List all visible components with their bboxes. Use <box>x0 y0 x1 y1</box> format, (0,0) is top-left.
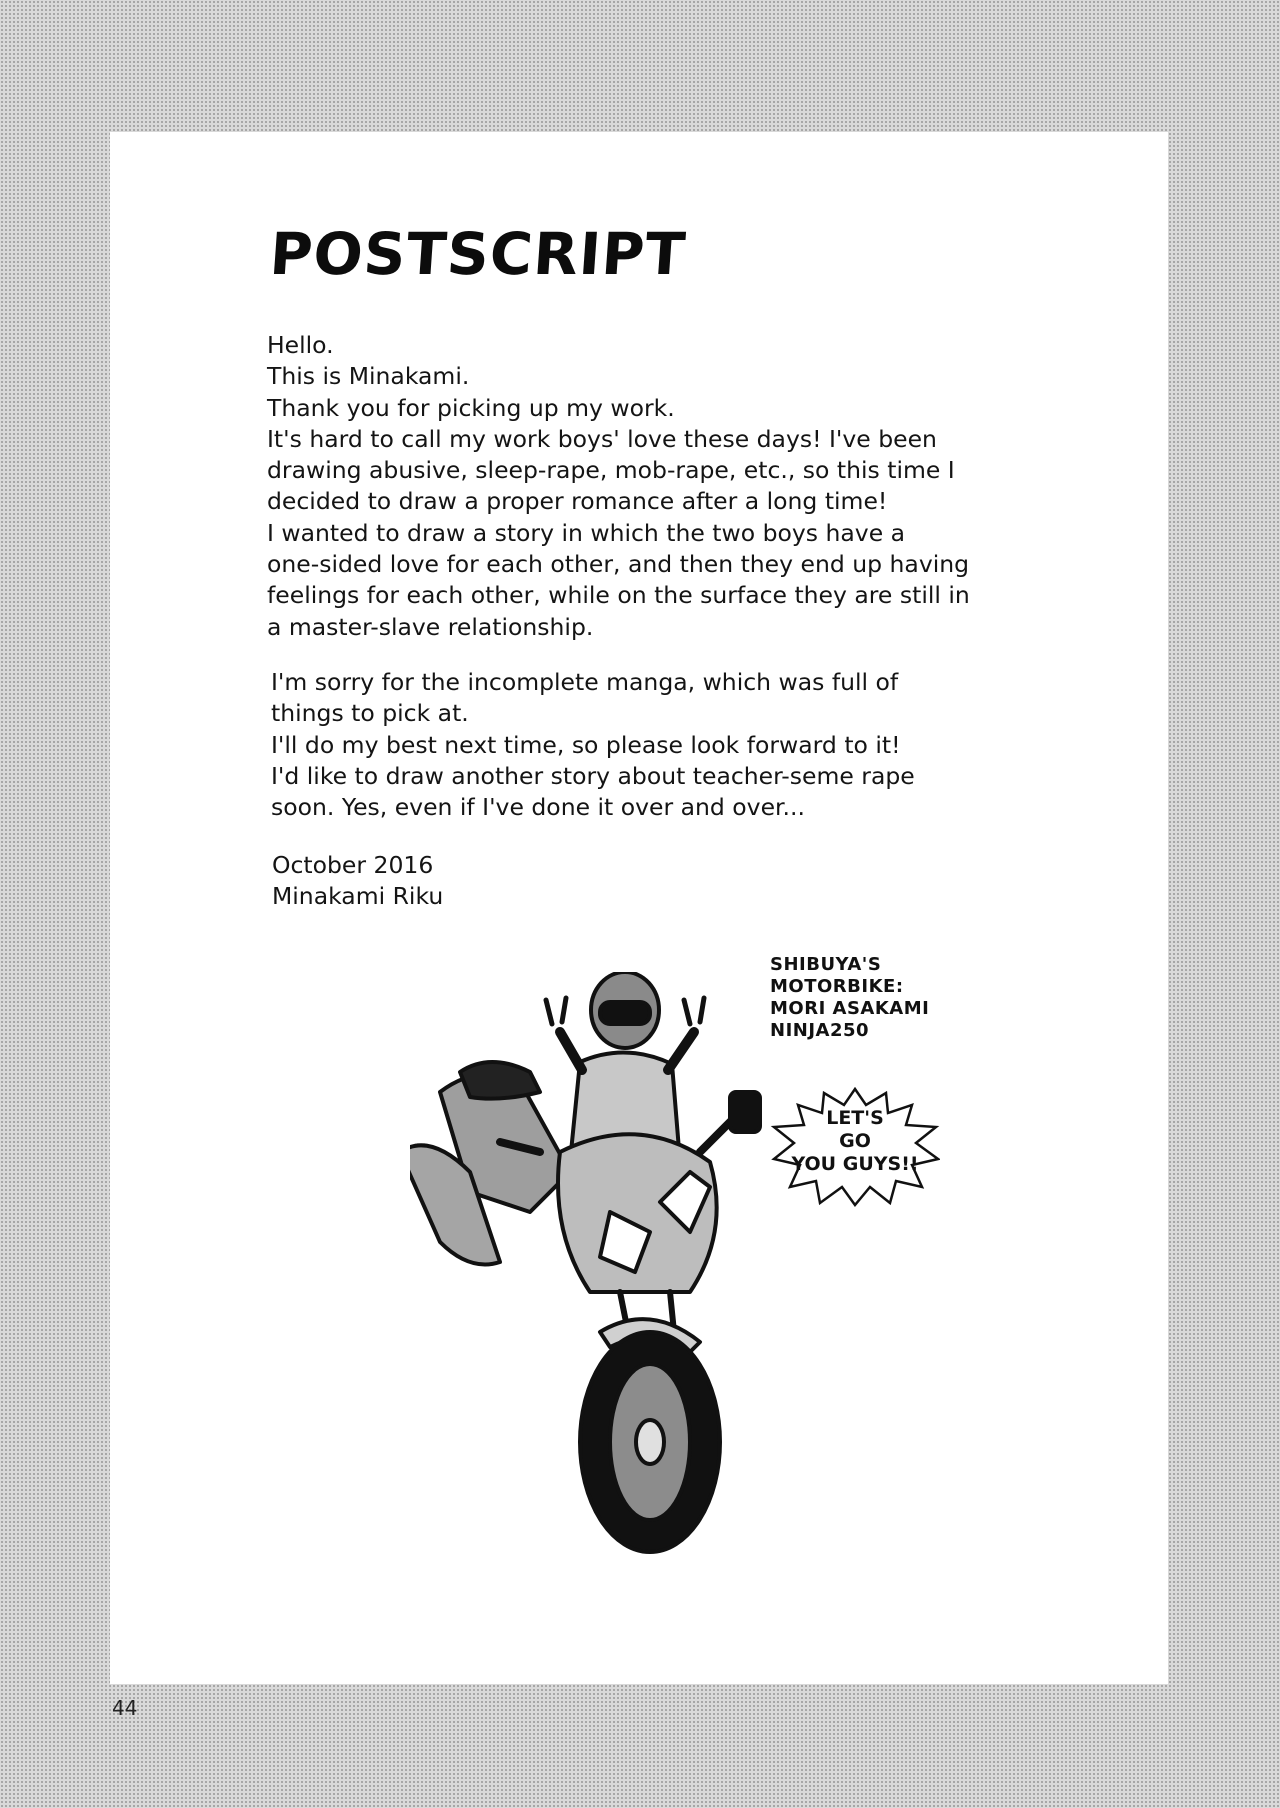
text-line: Thank you for picking up my work. <box>267 393 675 422</box>
text-line: decided to draw a proper romance after a long time! <box>267 487 888 516</box>
text-line: Hello. <box>267 331 334 359</box>
signoff-date: October 2016 <box>272 851 434 879</box>
text-line: I'm sorry for the incomplete manga, which was full of <box>271 668 899 696</box>
signoff-author: Minakami Riku <box>272 882 444 911</box>
postscript-paragraph-1 <box>267 330 1027 643</box>
speech-text <box>770 1107 940 1176</box>
text-line: things to pick at. <box>271 699 469 728</box>
caption-line: NINJA250 <box>770 1020 870 1041</box>
text-line: I wanted to draw a story in which the two boys have a <box>267 518 906 547</box>
caption-line: SHIBUYA'S <box>770 954 882 975</box>
caption-line: MOTORBIKE: <box>770 976 904 997</box>
speech-line: LET'S <box>826 1107 884 1129</box>
speech-line: GO <box>839 1130 871 1152</box>
text-line: It's hard to call my work boys' love these days! I've been <box>267 424 937 453</box>
text-line: feelings for each other, while on the surface they are still in <box>267 581 970 610</box>
text-line: This is Minakami. <box>267 362 470 391</box>
caption-line: MORI ASAKAMI <box>770 998 930 1019</box>
postscript-paragraph-2 <box>271 667 1031 823</box>
page-title: POSTSCRIPT <box>267 220 689 288</box>
text-line: I'd like to draw another story about teacher-seme rape <box>271 761 915 790</box>
text-line: drawing abusive, sleep-rape, mob-rape, etc., so this time I <box>267 456 955 485</box>
motorbike-rider-illustration <box>410 972 850 1612</box>
text-line: soon. Yes, even if I've done it over and over... <box>271 793 805 822</box>
text-line: one-sided love for each other, and then they end up having <box>267 550 970 579</box>
bike-caption <box>770 954 929 1042</box>
page-number: 44 <box>112 1696 138 1720</box>
signoff <box>272 850 443 913</box>
text-line: I'll do my best next time, so please look forward to it! <box>271 730 901 759</box>
text-line: a master-slave relationship. <box>267 612 594 641</box>
manga-page <box>110 132 1168 1684</box>
speech-line: YOU GUYS!! <box>791 1153 919 1175</box>
